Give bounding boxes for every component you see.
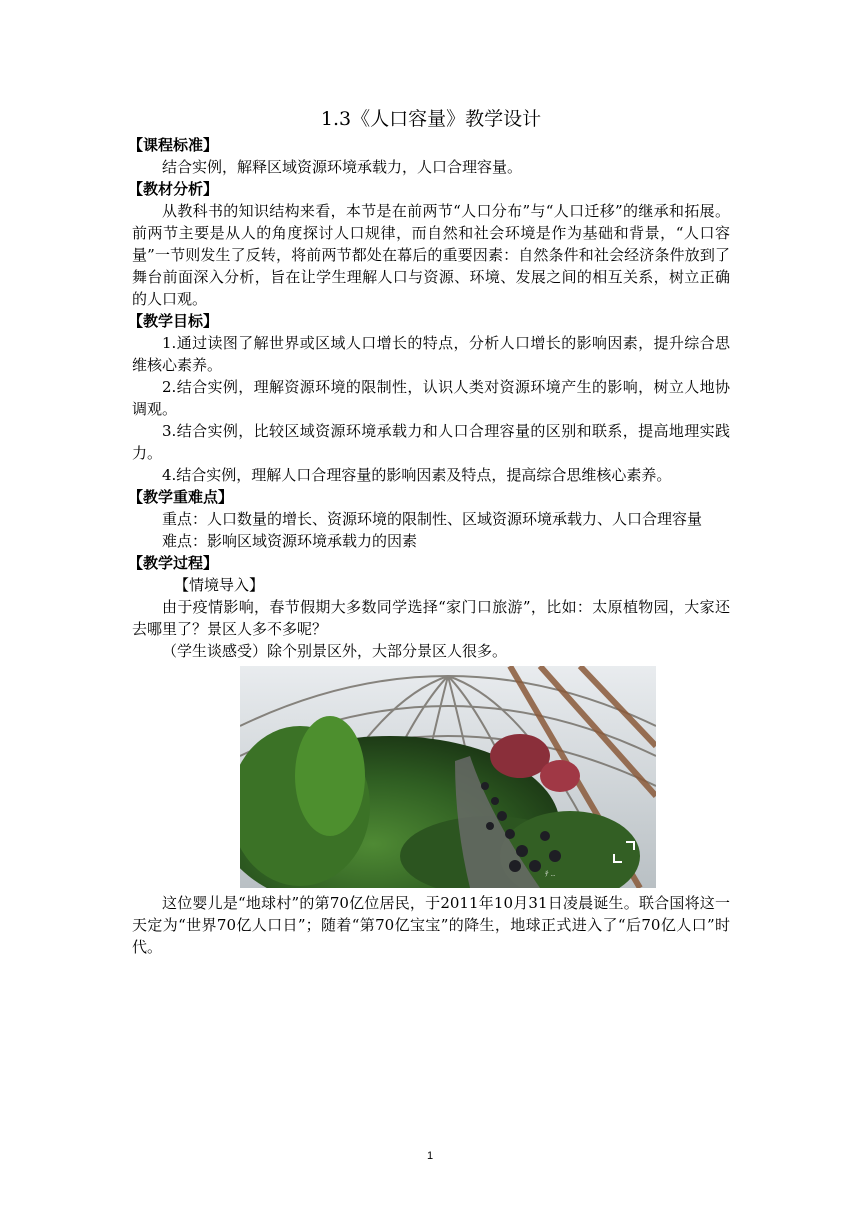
document-body xyxy=(128,104,730,958)
goal-item: 1.通过读图了解世界或区域人口增长的特点，分析人口增长的影响因素，提升综合思维核心素养。 xyxy=(132,334,730,374)
section-heading-curriculum: 【课程标准】 xyxy=(128,136,219,154)
goal-item: 2.结合实例，理解资源环境的限制性，认识人类对资源环境产生的影响，树立人地协调观。 xyxy=(132,378,730,418)
analysis-text: 从教科书的知识结构来看，本节是在前两节“人口分布”与“人口迁移”的继承和拓展。前两节主要是从人的角度探讨人口规律，而自然和社会环境是作为基础和背景，“人口容量”一节则发生了反转，将前两节都处在幕后的重要因素：自然条件和社会经济条件放到了舞台前面深入分析，旨在让学生理解人口与资源、环境、发展之间的相互关系，树立正确的人口观。 xyxy=(132,202,730,308)
page-title: 1.3《人口容量》教学设计 xyxy=(320,108,542,130)
botanical-garden-photo xyxy=(240,666,656,888)
section-heading-key-points: 【教学重难点】 xyxy=(128,488,234,506)
section-heading-analysis: 【教材分析】 xyxy=(128,180,219,198)
sub-heading-intro: 【情境导入】 xyxy=(174,576,265,594)
goal-item: 3.结合实例，比较区域资源环境承载力和人口合理容量的区别和联系，提高地理实践力。 xyxy=(132,422,730,462)
section-heading-process: 【教学过程】 xyxy=(128,554,219,572)
goal-item: 4.结合实例，理解人口合理容量的影响因素及特点，提高综合思维核心素养。 xyxy=(162,466,672,484)
process-paragraph: 这位婴儿是“地球村”的第70亿位居民，于2011年10月31日凌晨诞生。联合国将这一天定为“世界70亿人口日”；随着“第70亿宝宝”的降生，地球正式进入了“后70亿人口”时代。 xyxy=(132,894,730,956)
page-number: 1 xyxy=(426,1150,434,1162)
process-paragraph: 由于疫情影响，春节假期大多数同学选择“家门口旅游”，比如：太原植物园，大家还去哪里了？景区人多不多呢？ xyxy=(132,598,730,638)
curriculum-text: 结合实例，解释区域资源环境承载力，人口合理容量。 xyxy=(162,158,523,176)
section-heading-goals: 【教学目标】 xyxy=(128,312,219,330)
process-paragraph: （学生谈感受）除个别景区外，大部分景区人很多。 xyxy=(162,642,508,660)
photo-watermark: ﾃ .. xyxy=(545,870,556,878)
key-point-focus: 重点：人口数量的增长、资源环境的限制性、区域资源环境承载力、人口合理容量 xyxy=(162,510,703,528)
key-point-difficulty: 难点：影响区域资源环境承载力的因素 xyxy=(162,532,418,550)
